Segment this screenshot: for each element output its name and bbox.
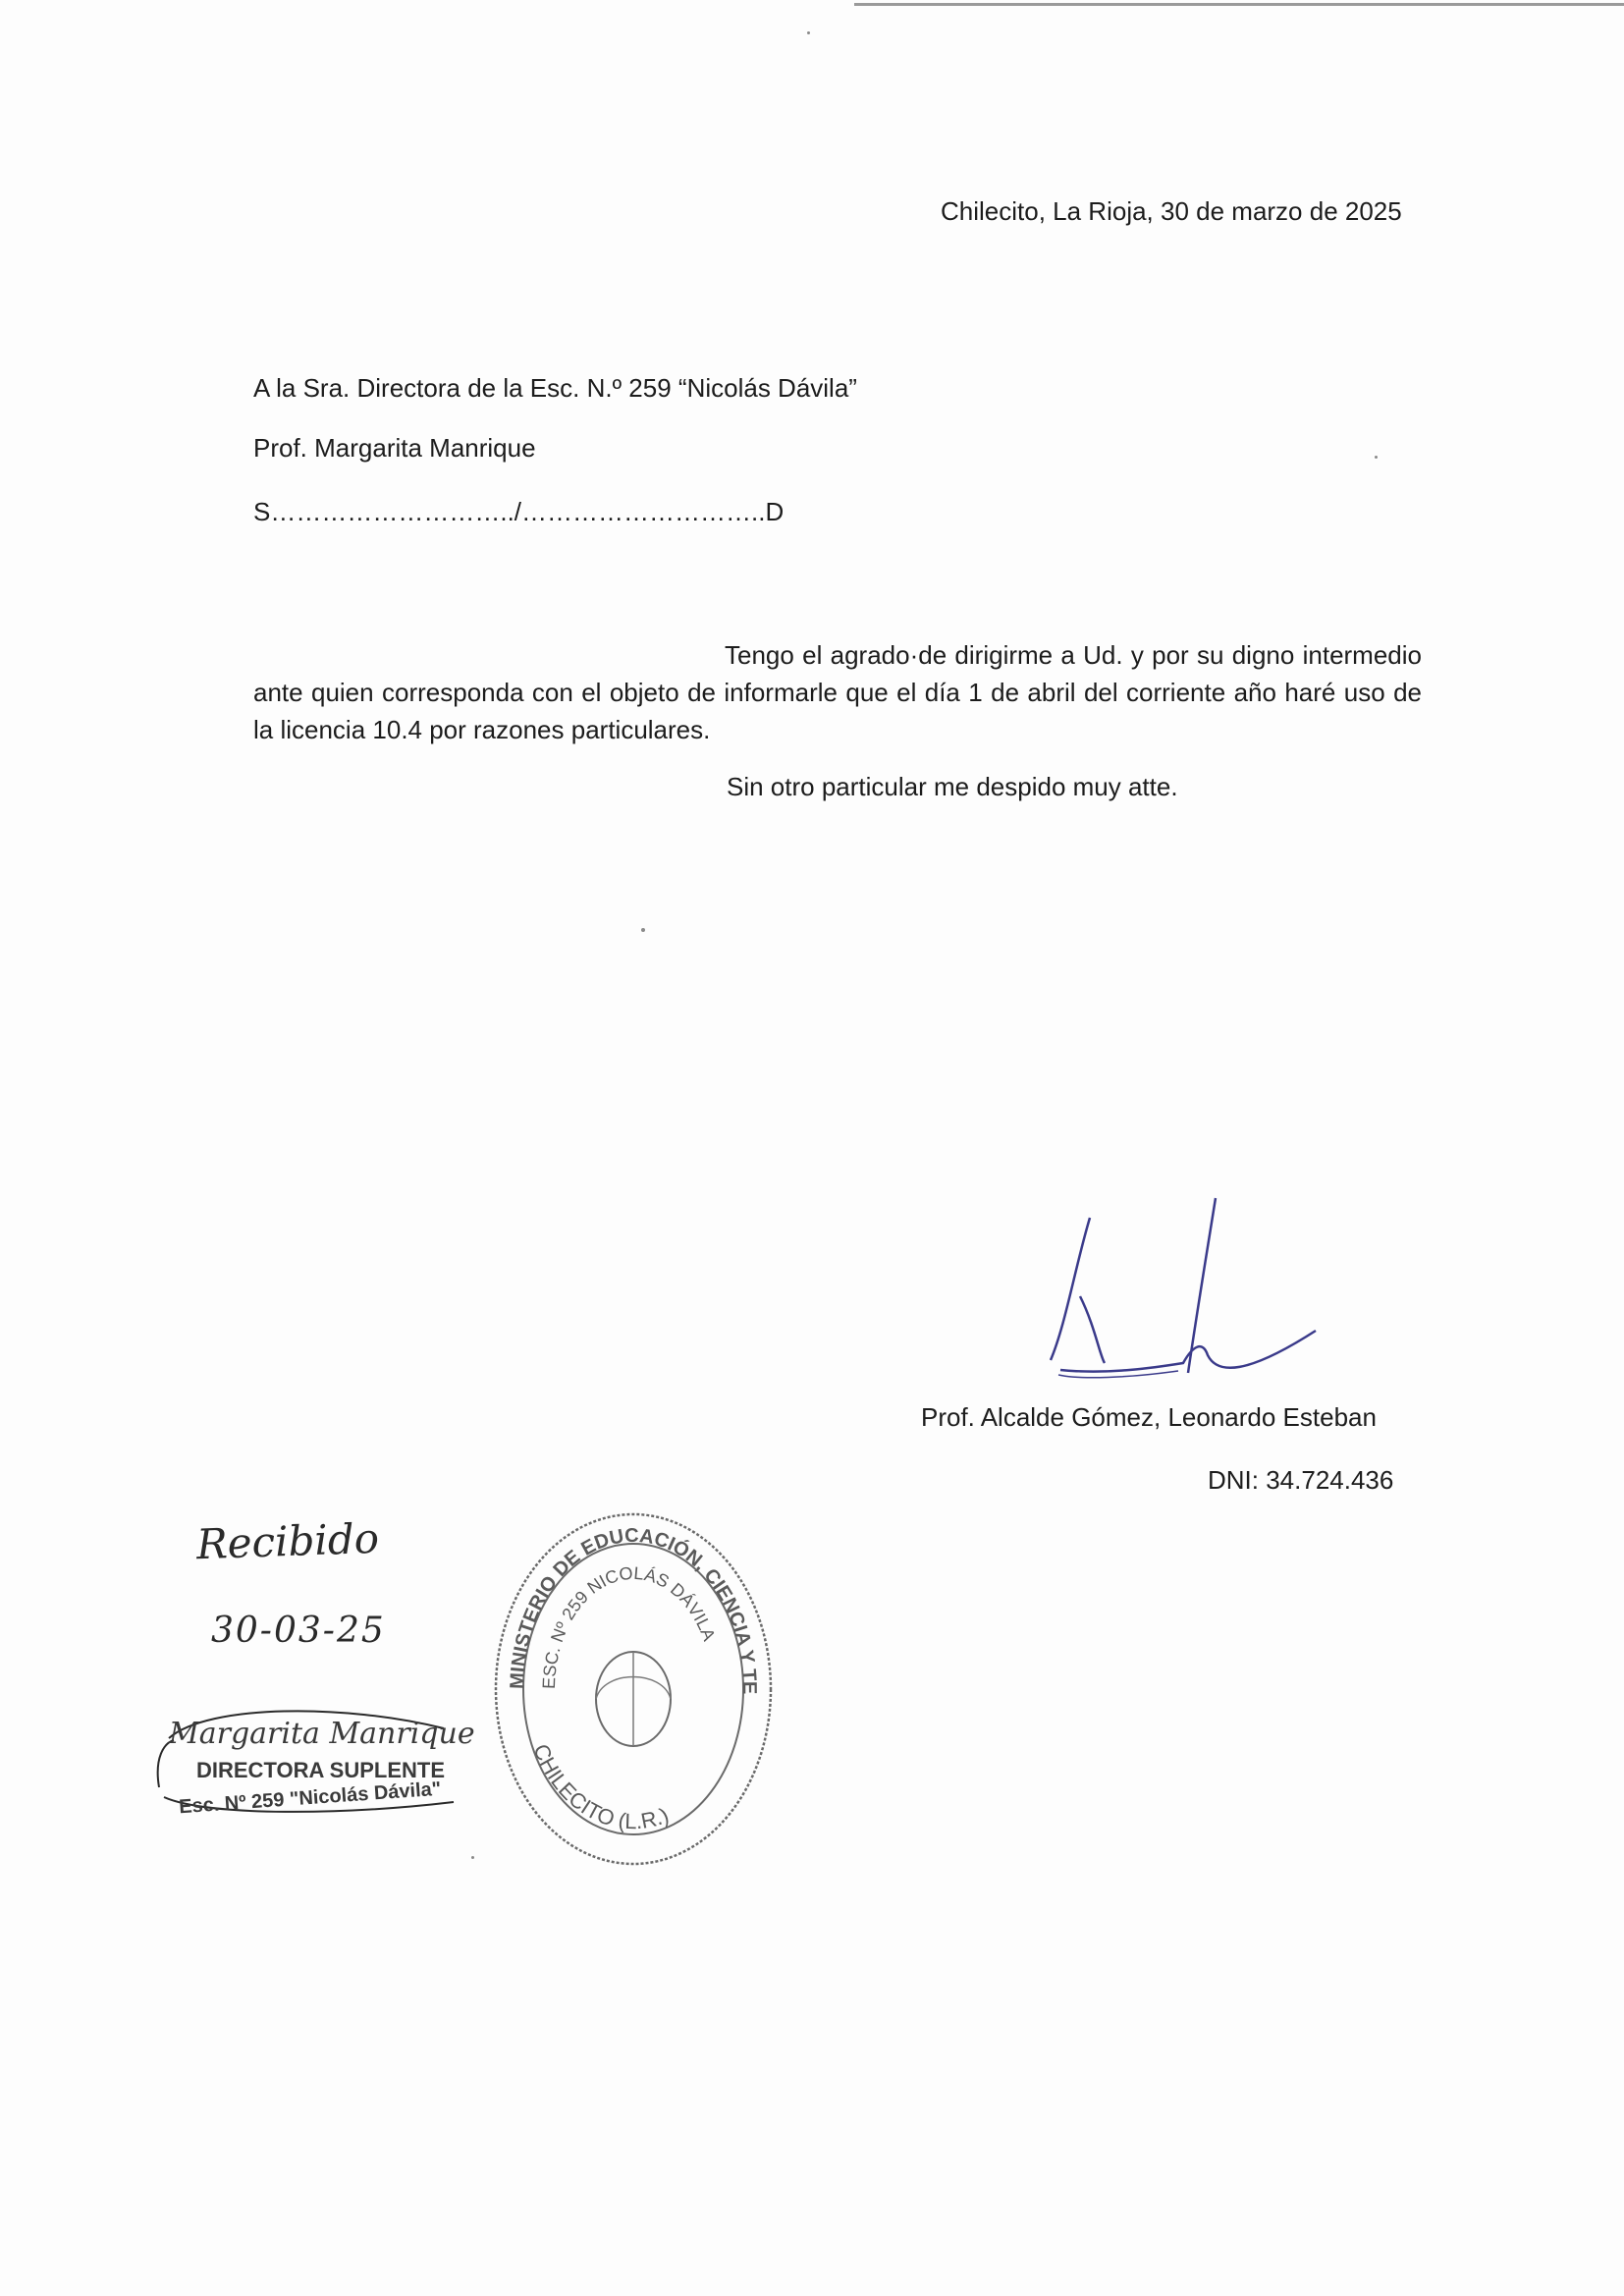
body-paragraph: Tengo el agrado·de dirigirme a Ud. y por su digno intermedio ante quien corresponda con el objeto de informarle que el día 1 de abril del corriente año haré uso de la licencia 10.4 por razones particulares. [253, 640, 1422, 744]
received-note: Recibido [195, 1513, 380, 1569]
school-seal [486, 1503, 781, 1871]
received-date: 30-03-25 [211, 1611, 386, 1651]
scan-speck [1375, 456, 1378, 459]
director-stamp [149, 1699, 473, 1827]
svg-text:MINISTERIO DE EDUCACIÓN, CIENC [486, 1503, 760, 1694]
scan-edge-line [854, 3, 1624, 6]
stamp-signature: Margarita Manrique [169, 1717, 475, 1751]
salutation-line: S………………………../………………………..D [253, 497, 785, 526]
seal-bottom-text: CHILECITO (L.R.) [528, 1740, 673, 1834]
scan-speck [641, 928, 645, 932]
svg-text:CHILECITO (L.R.) [528, 1740, 672, 1833]
signer-name: Prof. Alcalde Gómez, Leonardo Esteban [921, 1402, 1377, 1432]
handwritten-signature [1021, 1178, 1335, 1404]
place-date: Chilecito, La Rioja, 30 de marzo de 2025 [941, 196, 1402, 226]
svg-text:ESC. Nº 259 NICOLÁS DÁVILA [539, 1563, 720, 1690]
stamp-title: DIRECTORA SUPLENTE [196, 1758, 446, 1782]
letter-body [253, 636, 1422, 748]
scan-speck [807, 31, 810, 34]
seal-outer-text: MINISTERIO DE EDUCACIÓN, CIENCIA Y TE [506, 1524, 761, 1695]
recipient-line: A la Sra. Directora de la Esc. N.º 259 “Nicolás Dávila” [253, 373, 857, 403]
recipient-name: Prof. Margarita Manrique [253, 433, 536, 463]
seal-inner-text: ESC. Nº 259 NICOLÁS DÁVILA [538, 1562, 720, 1690]
stamp-school: Esc. Nº 259 "Nicolás Dávila" [178, 1777, 442, 1819]
closing-line: Sin otro particular me despido muy atte. [727, 772, 1178, 801]
scan-speck [471, 1856, 474, 1859]
signer-dni: DNI: 34.724.436 [1208, 1465, 1394, 1495]
